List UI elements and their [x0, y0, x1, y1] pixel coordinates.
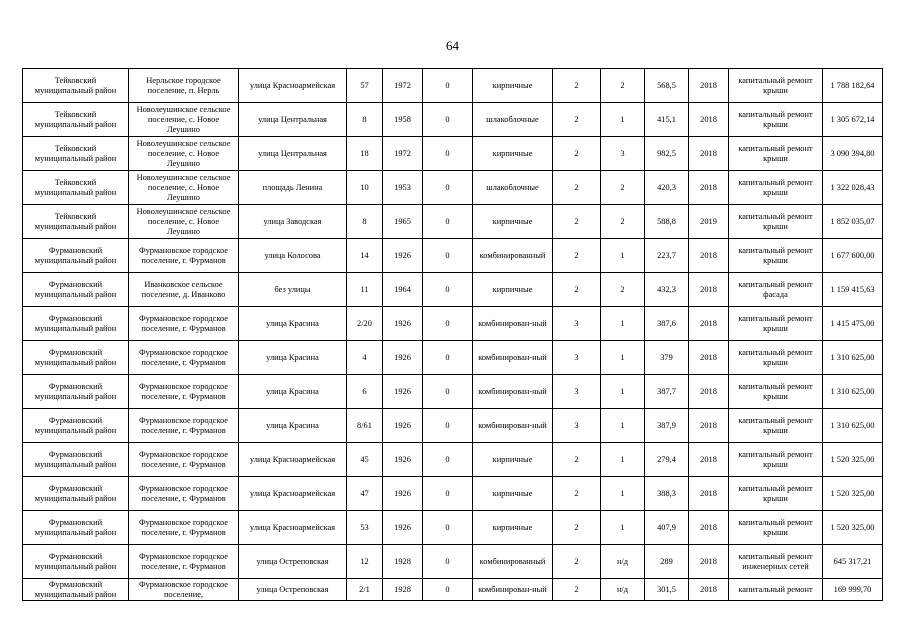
cell-year-renovated: 0: [423, 307, 473, 341]
cell-year-renovated: 0: [423, 545, 473, 579]
cell-entrances: н/д: [601, 579, 645, 601]
cell-settlement: Фурмановское городское поселение, г. Фурманов: [129, 409, 239, 443]
cell-house-number: 8: [347, 205, 383, 239]
cell-work-type: капитальный ремонт крыши: [729, 69, 823, 103]
table-row: [23, 69, 883, 103]
cell-area: 415,1: [645, 103, 689, 137]
cell-wall-material: кирпичные: [473, 137, 553, 171]
cell-floors: 2: [553, 477, 601, 511]
cell-repair-year: 2018: [689, 375, 729, 409]
cell-house-number: 53: [347, 511, 383, 545]
cell-entrances: 1: [601, 409, 645, 443]
cell-district: Фурмановский муниципальный район: [23, 239, 129, 273]
cell-work-type: капитальный ремонт крыши: [729, 239, 823, 273]
cell-cost: 1 159 415,63: [823, 273, 883, 307]
cell-district: Фурмановский муниципальный район: [23, 375, 129, 409]
cell-settlement: Новолеушинское сельское поселение, с. Новое Леушино: [129, 137, 239, 171]
cell-cost: 1 852 035,07: [823, 205, 883, 239]
cell-year-renovated: 0: [423, 341, 473, 375]
cell-house-number: 4: [347, 341, 383, 375]
cell-area: 387,6: [645, 307, 689, 341]
cell-street: улица Остреповская: [239, 579, 347, 601]
cell-street: улица Красноармейская: [239, 477, 347, 511]
cell-house-number: 14: [347, 239, 383, 273]
cell-street: улица Красина: [239, 341, 347, 375]
cell-wall-material: кирпичные: [473, 443, 553, 477]
cell-district: Фурмановский муниципальный район: [23, 409, 129, 443]
cell-year-renovated: 0: [423, 375, 473, 409]
cell-repair-year: 2018: [689, 307, 729, 341]
table-row: [23, 103, 883, 137]
cell-street: улица Заводская: [239, 205, 347, 239]
cell-district: Фурмановский муниципальный район: [23, 443, 129, 477]
cell-house-number: 8: [347, 103, 383, 137]
cell-wall-material: кирпичные: [473, 511, 553, 545]
cell-floors: 2: [553, 239, 601, 273]
table-row: [23, 511, 883, 545]
table-row: [23, 443, 883, 477]
cell-cost: 1 310 625,00: [823, 375, 883, 409]
cell-year-built: 1972: [383, 69, 423, 103]
cell-street: улица Остреповская: [239, 545, 347, 579]
cell-work-type: капитальный ремонт крыши: [729, 511, 823, 545]
cell-entrances: 2: [601, 69, 645, 103]
table-body: [23, 69, 883, 601]
cell-repair-year: 2018: [689, 443, 729, 477]
cell-settlement: Фурмановское городское поселение, г. Фурманов: [129, 511, 239, 545]
cell-street: улица Красноармейская: [239, 69, 347, 103]
cell-house-number: 8/61: [347, 409, 383, 443]
cell-year-built: 1926: [383, 477, 423, 511]
cell-entrances: 1: [601, 375, 645, 409]
cell-house-number: 12: [347, 545, 383, 579]
cell-cost: 1 520 325,00: [823, 511, 883, 545]
cell-cost: 645 317,21: [823, 545, 883, 579]
cell-floors: 2: [553, 273, 601, 307]
cell-settlement: Иванковское сельское поселение, д. Иванково: [129, 273, 239, 307]
cell-house-number: 2/20: [347, 307, 383, 341]
cell-work-type: капитальный ремонт крыши: [729, 443, 823, 477]
cell-settlement: Новолеушинское сельское поселение, с. Новое Леушино: [129, 205, 239, 239]
housing-registry-table: [22, 68, 883, 601]
cell-work-type: капитальный ремонт крыши: [729, 103, 823, 137]
cell-area: 982,5: [645, 137, 689, 171]
cell-floors: 3: [553, 341, 601, 375]
cell-district: Тейковский муниципальный район: [23, 137, 129, 171]
cell-area: 387,9: [645, 409, 689, 443]
cell-repair-year: 2018: [689, 273, 729, 307]
cell-repair-year: 2018: [689, 409, 729, 443]
cell-district: Фурмановский муниципальный район: [23, 511, 129, 545]
cell-repair-year: 2019: [689, 205, 729, 239]
cell-floors: 3: [553, 307, 601, 341]
cell-year-built: 1965: [383, 205, 423, 239]
cell-repair-year: 2018: [689, 171, 729, 205]
cell-work-type: капитальный ремонт крыши: [729, 171, 823, 205]
cell-year-built: 1953: [383, 171, 423, 205]
cell-area: 588,8: [645, 205, 689, 239]
cell-district: Фурмановский муниципальный район: [23, 545, 129, 579]
cell-work-type: капитальный ремонт крыши: [729, 375, 823, 409]
cell-year-built: 1926: [383, 443, 423, 477]
page-number: 64: [446, 38, 459, 53]
cell-settlement: Фурмановское городское поселение, г. Фурманов: [129, 443, 239, 477]
cell-year-renovated: 0: [423, 579, 473, 601]
cell-house-number: 6: [347, 375, 383, 409]
cell-house-number: 45: [347, 443, 383, 477]
cell-wall-material: комбинирован-ный: [473, 341, 553, 375]
cell-house-number: 2/1: [347, 579, 383, 601]
cell-work-type: капитальный ремонт: [729, 579, 823, 601]
cell-cost: 169 999,70: [823, 579, 883, 601]
cell-repair-year: 2018: [689, 69, 729, 103]
table-row: [23, 409, 883, 443]
cell-year-renovated: 0: [423, 137, 473, 171]
cell-area: 388,3: [645, 477, 689, 511]
cell-year-renovated: 0: [423, 69, 473, 103]
cell-year-built: 1926: [383, 239, 423, 273]
cell-floors: 3: [553, 409, 601, 443]
cell-settlement: Фурмановское городское поселение, г. Фурманов: [129, 545, 239, 579]
cell-settlement: Нерльское городское поселение, п. Нерль: [129, 69, 239, 103]
cell-entrances: 1: [601, 103, 645, 137]
cell-entrances: 1: [601, 443, 645, 477]
cell-street: улица Центральная: [239, 137, 347, 171]
cell-district: Фурмановский муниципальный район: [23, 341, 129, 375]
cell-repair-year: 2018: [689, 137, 729, 171]
cell-cost: 1 310 625,00: [823, 409, 883, 443]
cell-district: Тейковский муниципальный район: [23, 171, 129, 205]
cell-floors: 2: [553, 205, 601, 239]
cell-year-renovated: 0: [423, 511, 473, 545]
cell-settlement: Фурмановское городское поселение, г. Фурманов: [129, 477, 239, 511]
cell-area: 301,5: [645, 579, 689, 601]
cell-cost: 1 788 182,64: [823, 69, 883, 103]
cell-settlement: Новолеушинское сельское поселение, с. Новое Леушино: [129, 171, 239, 205]
cell-wall-material: комбинирован-ный: [473, 579, 553, 601]
cell-district: Фурмановский муниципальный район: [23, 273, 129, 307]
cell-area: 568,5: [645, 69, 689, 103]
cell-cost: 1 415 475,00: [823, 307, 883, 341]
cell-street: улица Красина: [239, 409, 347, 443]
cell-area: 420,3: [645, 171, 689, 205]
cell-wall-material: кирпичные: [473, 205, 553, 239]
cell-house-number: 11: [347, 273, 383, 307]
cell-wall-material: шлакоблочные: [473, 171, 553, 205]
cell-district: Тейковский муниципальный район: [23, 205, 129, 239]
cell-work-type: капитальный ремонт крыши: [729, 307, 823, 341]
cell-floors: 2: [553, 103, 601, 137]
cell-district: Тейковский муниципальный район: [23, 103, 129, 137]
cell-work-type: капитальный ремонт крыши: [729, 409, 823, 443]
cell-work-type: капитальный ремонт крыши: [729, 341, 823, 375]
cell-entrances: 1: [601, 239, 645, 273]
table-row: [23, 137, 883, 171]
cell-year-renovated: 0: [423, 103, 473, 137]
cell-district: Тейковский муниципальный район: [23, 69, 129, 103]
cell-area: 223,7: [645, 239, 689, 273]
cell-wall-material: комбинированный: [473, 545, 553, 579]
cell-street: улица Колосова: [239, 239, 347, 273]
table-row: [23, 341, 883, 375]
cell-settlement: Фурмановское городское поселение, г. Фурманов: [129, 239, 239, 273]
cell-year-built: 1964: [383, 273, 423, 307]
cell-year-renovated: 0: [423, 273, 473, 307]
table-row: [23, 477, 883, 511]
cell-year-built: 1926: [383, 409, 423, 443]
cell-wall-material: комбинирован-ный: [473, 409, 553, 443]
cell-year-renovated: 0: [423, 477, 473, 511]
cell-entrances: 1: [601, 307, 645, 341]
cell-repair-year: 2018: [689, 103, 729, 137]
cell-street: улица Центральная: [239, 103, 347, 137]
cell-entrances: 1: [601, 511, 645, 545]
cell-street: улица Красноармейская: [239, 511, 347, 545]
cell-year-built: 1928: [383, 579, 423, 601]
cell-work-type: капитальный ремонт крыши: [729, 137, 823, 171]
cell-settlement: Фурмановское городское поселение, г. Фурманов: [129, 375, 239, 409]
cell-wall-material: комбинирован-ный: [473, 375, 553, 409]
cell-cost: 1 520 325,00: [823, 477, 883, 511]
cell-area: 289: [645, 545, 689, 579]
cell-floors: 2: [553, 545, 601, 579]
cell-work-type: капитальный ремонт крыши: [729, 205, 823, 239]
cell-year-renovated: 0: [423, 205, 473, 239]
cell-floors: 2: [553, 69, 601, 103]
cell-wall-material: кирпичные: [473, 477, 553, 511]
cell-work-type: капитальный ремонт фасада: [729, 273, 823, 307]
cell-year-built: 1958: [383, 103, 423, 137]
cell-work-type: капитальный ремонт инженерных сетей: [729, 545, 823, 579]
cell-area: 379: [645, 341, 689, 375]
cell-cost: 1 520 325,00: [823, 443, 883, 477]
cell-floors: 2: [553, 579, 601, 601]
cell-repair-year: 2018: [689, 477, 729, 511]
cell-entrances: 3: [601, 137, 645, 171]
cell-entrances: 1: [601, 477, 645, 511]
cell-floors: 2: [553, 171, 601, 205]
cell-repair-year: 2018: [689, 579, 729, 601]
cell-settlement: Фурмановское городское поселение, г. Фурманов: [129, 341, 239, 375]
cell-street: площадь Ленина: [239, 171, 347, 205]
table-row: [23, 375, 883, 409]
cell-entrances: н/д: [601, 545, 645, 579]
cell-district: Фурмановский муниципальный район: [23, 477, 129, 511]
cell-settlement: Фурмановское городское поселение, г. Фурманов: [129, 307, 239, 341]
cell-district: Фурмановский муниципальный район: [23, 579, 129, 601]
cell-wall-material: кирпичные: [473, 69, 553, 103]
cell-year-built: 1928: [383, 545, 423, 579]
cell-house-number: 10: [347, 171, 383, 205]
table-row: [23, 273, 883, 307]
cell-area: 279,4: [645, 443, 689, 477]
table-row: [23, 307, 883, 341]
cell-repair-year: 2018: [689, 545, 729, 579]
cell-year-built: 1972: [383, 137, 423, 171]
cell-work-type: капитальный ремонт крыши: [729, 477, 823, 511]
cell-year-renovated: 0: [423, 171, 473, 205]
cell-cost: 1 305 672,14: [823, 103, 883, 137]
cell-year-renovated: 0: [423, 443, 473, 477]
cell-wall-material: комбинирован-ный: [473, 307, 553, 341]
cell-area: 432,3: [645, 273, 689, 307]
cell-district: Фурмановский муниципальный район: [23, 307, 129, 341]
cell-year-built: 1926: [383, 511, 423, 545]
cell-wall-material: комбинированный: [473, 239, 553, 273]
cell-house-number: 57: [347, 69, 383, 103]
cell-street: без улицы: [239, 273, 347, 307]
table-row: [23, 239, 883, 273]
cell-year-built: 1926: [383, 307, 423, 341]
cell-entrances: 2: [601, 171, 645, 205]
cell-area: 407,9: [645, 511, 689, 545]
cell-entrances: 2: [601, 273, 645, 307]
cell-house-number: 18: [347, 137, 383, 171]
cell-year-built: 1926: [383, 341, 423, 375]
cell-street: улица Красноармейская: [239, 443, 347, 477]
cell-cost: 1 310 625,00: [823, 341, 883, 375]
cell-repair-year: 2018: [689, 239, 729, 273]
cell-settlement: Фурмановское городское поселение,: [129, 579, 239, 601]
cell-year-renovated: 0: [423, 409, 473, 443]
table-row: [23, 579, 883, 601]
cell-wall-material: шлакоблочные: [473, 103, 553, 137]
cell-wall-material: кирпичные: [473, 273, 553, 307]
cell-floors: 2: [553, 511, 601, 545]
cell-entrances: 1: [601, 341, 645, 375]
table-row: [23, 545, 883, 579]
cell-settlement: Новолеушинское сельское поселение, с. Новое Леушино: [129, 103, 239, 137]
cell-repair-year: 2018: [689, 511, 729, 545]
cell-cost: 1 677 600,00: [823, 239, 883, 273]
cell-street: улица Красина: [239, 307, 347, 341]
cell-floors: 3: [553, 375, 601, 409]
cell-year-renovated: 0: [423, 239, 473, 273]
cell-year-built: 1926: [383, 375, 423, 409]
cell-repair-year: 2018: [689, 341, 729, 375]
table-row: [23, 205, 883, 239]
table-row: [23, 171, 883, 205]
cell-entrances: 2: [601, 205, 645, 239]
cell-area: 387,7: [645, 375, 689, 409]
cell-house-number: 47: [347, 477, 383, 511]
cell-cost: 3 090 394,80: [823, 137, 883, 171]
cell-floors: 2: [553, 137, 601, 171]
cell-floors: 2: [553, 443, 601, 477]
cell-street: улица Красина: [239, 375, 347, 409]
cell-cost: 1 322 028,43: [823, 171, 883, 205]
